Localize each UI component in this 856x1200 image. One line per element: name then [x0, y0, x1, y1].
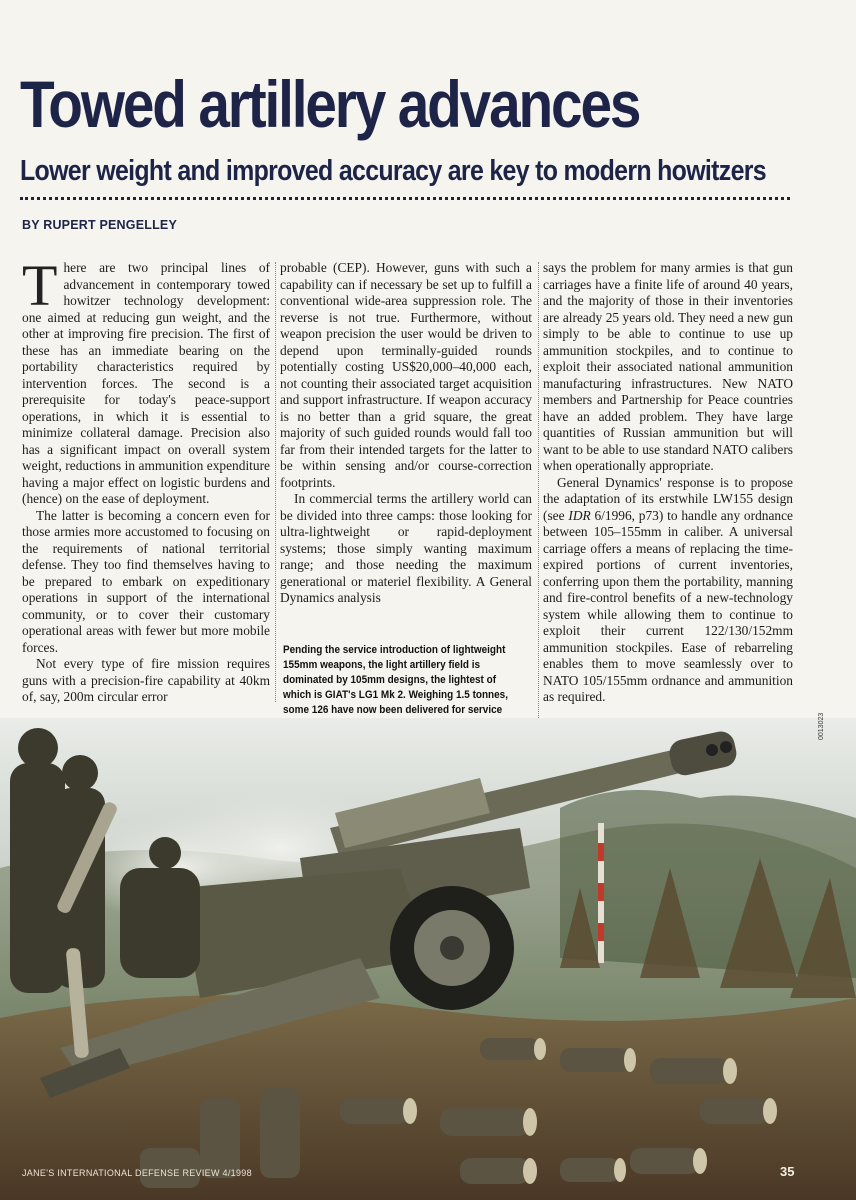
text-column-3 [543, 260, 793, 706]
paragraph: In commercial terms the artillery world can be divided into three camps: those looking for ultra-lightweight or rapid-deployment systems; those simply wanting maximum range; and those needing the maximum generational or materiel flexibility. A General Dynamics analysis [280, 491, 532, 605]
paragraph: probable (CEP). However, guns with such a capability can if necessary be set up to fulfill a conventional wide-area suppression role. The reverse is not true. Furthermore, without weapon precision the user would be driven to depend upon terminally-guided rounds potentially costing US$20,000–40,000 each, not counting their associated target acquisition and support infrastructure. If weapon accuracy is no better than a grid square, the great majority of such guided rounds would fall too far from their intended targets for the latter to be within sensing and/or course-correction footprints. [280, 260, 532, 490]
page-number: 35 [780, 1164, 795, 1179]
paragraph: Not every type of fire mission requires guns with a precision-fire capability at 40km of, say, 200m circular error [22, 656, 270, 704]
column-divider [538, 262, 539, 732]
publication-reference: IDR [568, 507, 591, 523]
column-divider [275, 262, 276, 702]
paragraph: General Dynamics' response is to propose the adaptation of its erstwhile LW155 design (see IDR 6/1996, p73) to handle any ordnance between 105–155mm in caliber. A universal carriage offers a means of replacing the time-expired portions of current inventories, conferring upon them the portability, manning and fire-control benefits of a new-technology system while allowing them to continue to exploit their current 122/130/152mm ammunition stockpiles. Ease of rebarreling enables them to move seamlessly over to NATO 105/155mm ordnance and ammunition as required. [543, 474, 793, 704]
text-column-2 [280, 260, 532, 607]
paragraph: There are two principal lines of advancement in contemporary towed howitzer technology development: one aimed at reducing gun weight, and the other at improving fire precision. The first of these has an immediate bearing on the portability characteristics required by intervention forces. The second is a prerequisite for today's peace-support operations, in which it is essential to minimize collateral damage. Precision also has a significant impact on overall system weight, reductions in ammunition expenditure having a major effect on logistic burdens and (hence) on the ease of deployment. [22, 253, 270, 506]
drop-cap: T [22, 253, 58, 318]
howitzer-illustration [0, 718, 856, 1200]
byline: BY RUPERT PENGELLEY [22, 218, 177, 232]
photo-code: 0013023 [818, 712, 825, 740]
dotted-divider [20, 197, 790, 200]
paragraph: says the problem for many armies is that gun carriages have a finite life of around 40 years, and the majority of those in their inventories are already 25 years old. They need a new gun simply to be able to continue to use up ammunition stockpiles, and to continue to exploit their associated national ammunition manufacturing infrastructures. New NATO members and Partnership for Peace countries have an added problem. They have large quantities of Russian ammunition but will want to be able to use standard NATO calibers when operationally appropriate. [543, 260, 793, 473]
subheadline: Lower weight and improved accuracy are key to modern howitzers [20, 155, 766, 187]
text-column-1 [22, 253, 270, 706]
howitzer-photo [0, 718, 856, 1200]
headline: Towed artillery advances [20, 67, 640, 141]
photo-caption: Pending the service introduction of lightweight 155mm weapons, the light artillery field is dominated by 105mm designs, the lightest of which is GIAT's LG1 Mk 2. Weighing 1.5 tonnes, some 126 have now been delivered for service [283, 643, 516, 808]
folio: JANE'S INTERNATIONAL DEFENSE REVIEW 4/1998 [22, 1168, 252, 1178]
paragraph: The latter is becoming a concern even for those armies more accustomed to focusing on the requirements of national territorial defense. They too find themselves having to be prepared to embark on expeditionary operations in support of the international community, or to cover their customary operational areas with fewer but more mobile forces. [22, 507, 270, 655]
